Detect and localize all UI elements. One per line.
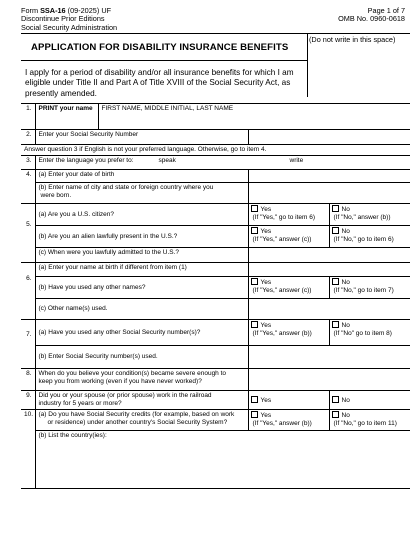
birth-name-label: (a) Enter your name at birth if different from item (1) [35, 263, 248, 277]
onset-text-2: keep you from working (even if you have never worked)? [38, 377, 202, 385]
countries-field[interactable] [35, 431, 410, 489]
item-number: 7. [21, 320, 35, 369]
foreign-credits-no-option[interactable] [329, 410, 410, 431]
yes-label: Yes [260, 279, 272, 286]
item-10b-row [21, 431, 410, 489]
checkbox[interactable] [332, 411, 339, 418]
yes-label: Yes [260, 228, 272, 235]
item-6b-row [21, 277, 410, 299]
birth-name-field[interactable] [248, 263, 410, 277]
checkbox[interactable] [251, 227, 258, 234]
countries-label: (b) List the country(ies): [38, 432, 107, 439]
form-prefix: Form [21, 6, 41, 15]
item-number: 5. [21, 204, 35, 263]
citizen-question: (a) Are you a U.S. citizen? [35, 204, 248, 226]
no-instruction: (If "No," go to item 11) [333, 419, 397, 427]
foreign-credits-yes-option[interactable] [248, 410, 329, 431]
foreign-credits-question [35, 410, 248, 431]
form-date: (09-2025) UF [65, 6, 112, 15]
foreign-credits-text: (a) Do you have Social Security credits (for example, based on work [38, 411, 235, 418]
checkbox[interactable] [332, 396, 339, 403]
other-names-no-option[interactable] [329, 277, 410, 299]
yes-instruction: (If "Yes," answer (b)) [252, 419, 312, 427]
citizen-no-option[interactable] [329, 204, 410, 226]
agency-name: Social Security Administration [21, 22, 118, 32]
item-number: 10. [21, 410, 35, 489]
citizen-yes-option[interactable] [248, 204, 329, 226]
no-label: No [341, 412, 350, 419]
item-2-row [21, 130, 410, 145]
item-6a-row [21, 263, 410, 277]
yes-instruction: (If "Yes," answer (b)) [252, 329, 312, 337]
item-7a-row [21, 320, 410, 346]
item-number: 1. [21, 104, 35, 130]
title-divider [21, 60, 307, 61]
item-number: 8. [21, 369, 35, 391]
yes-label: Yes [260, 206, 272, 213]
checkbox[interactable] [332, 321, 339, 328]
office-use-note: (Do not write in this space) [309, 35, 396, 44]
onset-label [35, 369, 248, 391]
yes-instruction: (If "Yes," go to item 6) [252, 213, 316, 221]
other-ssn-question: (a) Have you used any other Social Security number(s)? [35, 320, 248, 346]
form-number: SSA-16 [40, 6, 66, 15]
checkbox[interactable] [332, 205, 339, 212]
yes-label: Yes [260, 322, 272, 329]
item-3-instruction: Answer question 3 if English is not your preferred language. Otherwise, go to item 4. [21, 145, 410, 156]
form-edition-note: Discontinue Prior Editions [21, 14, 105, 24]
page-number: Page 1 of 7 [367, 6, 405, 15]
no-instruction: (If "No," answer (b)) [333, 213, 391, 221]
onset-field[interactable] [248, 369, 410, 391]
other-names-yes-option[interactable] [248, 277, 329, 299]
other-names-question: (b) Have you used any other names? [35, 277, 248, 299]
item-8-row [21, 369, 410, 391]
intro-statement: I apply for a period of disability and/or all insurance benefits for which I am eligible under Title II and Part A of Title XVIII of the Social Security Act, as presently amended. [25, 68, 294, 98]
item-5c-row [21, 248, 410, 263]
item-10a-row [21, 410, 410, 431]
no-instruction: (If "No," go to item 7) [333, 286, 394, 294]
language-label: Enter the language you prefer to: [38, 157, 134, 164]
item-3-row [21, 156, 410, 170]
other-ssn-field[interactable] [248, 346, 410, 369]
alien-no-option[interactable] [329, 226, 410, 248]
admitted-label: (c) When were you lawfully admitted to the U.S.? [35, 248, 248, 263]
item-1-row [21, 104, 410, 130]
yes-instruction: (If "Yes," answer (c)) [252, 235, 312, 243]
no-label: No [341, 228, 350, 235]
railroad-question [35, 391, 248, 410]
birthplace-text-2: were born. [40, 191, 72, 199]
birthplace-field[interactable] [248, 183, 410, 204]
alien-yes-option[interactable] [248, 226, 329, 248]
dob-field[interactable] [248, 170, 410, 183]
item-9-row [21, 391, 410, 410]
checkbox[interactable] [251, 321, 258, 328]
yes-instruction: (If "Yes," answer (c)) [252, 286, 312, 294]
note-3-row [21, 145, 410, 156]
ssn-label: Enter your Social Security Number [35, 130, 248, 145]
other-ssn-no-option[interactable] [329, 320, 410, 346]
no-label: No [341, 206, 350, 213]
form-header-left [21, 7, 117, 32]
other-names-label: (c) Other name(s) used. [35, 299, 248, 320]
railroad-text: Did you or your spouse (or prior spouse) work in the railroad [38, 392, 212, 399]
item-number: 4. [21, 170, 35, 204]
checkbox[interactable] [251, 278, 258, 285]
name-field[interactable]: FIRST NAME, MIDDLE INITIAL, LAST NAME [101, 105, 234, 112]
item-4a-row [21, 170, 410, 183]
application-table [21, 103, 410, 489]
item-4b-row [21, 183, 410, 204]
onset-text: When do you believe your condition(s) became severe enough to [38, 370, 227, 377]
item-5a-row [21, 204, 410, 226]
no-label: No [341, 279, 350, 286]
no-label: No [341, 322, 350, 329]
foreign-credits-text-2: or residence) under another country's Social Security System? [47, 418, 228, 426]
birthplace-label [35, 183, 248, 204]
checkbox[interactable] [251, 411, 258, 418]
item-7b-row [21, 346, 410, 369]
language-field[interactable] [35, 156, 410, 170]
item-number: 9. [21, 391, 35, 410]
railroad-yes-option[interactable] [248, 391, 329, 410]
birthplace-text: (b) Enter name of city and state or foreign country where you [38, 184, 214, 191]
name-label: PRINT your name [36, 104, 99, 129]
checkbox[interactable] [332, 278, 339, 285]
ssn-field[interactable] [248, 130, 410, 145]
form-header-right [338, 7, 405, 24]
no-instruction: (If "No" go to item 8) [333, 329, 392, 337]
railroad-no-option[interactable] [329, 391, 410, 410]
item-number: 6. [21, 263, 35, 320]
item-5b-row [21, 226, 410, 248]
other-ssn-yes-option[interactable] [248, 320, 329, 346]
yes-label: Yes [260, 396, 272, 404]
dob-label: (a) Enter your date of birth [35, 170, 248, 183]
admitted-field[interactable] [248, 248, 410, 263]
item-number: 3. [21, 156, 35, 170]
railroad-text-2: industry for 5 years or more? [38, 399, 122, 407]
speak-label: speak [158, 157, 176, 164]
no-instruction: (If "No," go to item 6) [333, 235, 394, 243]
other-ssn-label: (b) Enter Social Security number(s) used. [35, 346, 248, 369]
write-label: write [289, 157, 304, 164]
alien-question: (b) Are you an alien lawfully present in the U.S.? [35, 226, 248, 248]
item-6c-row [21, 299, 410, 320]
other-names-field[interactable] [248, 299, 410, 320]
no-label: No [341, 396, 350, 404]
checkbox[interactable] [332, 227, 339, 234]
checkbox[interactable] [251, 396, 258, 403]
page-title: APPLICATION FOR DISABILITY INSURANCE BENEFITS [31, 42, 289, 53]
yes-label: Yes [260, 412, 272, 419]
checkbox[interactable] [251, 205, 258, 212]
omb-number: OMB No. 0960-0618 [338, 14, 405, 24]
item-number: 2. [21, 130, 35, 145]
